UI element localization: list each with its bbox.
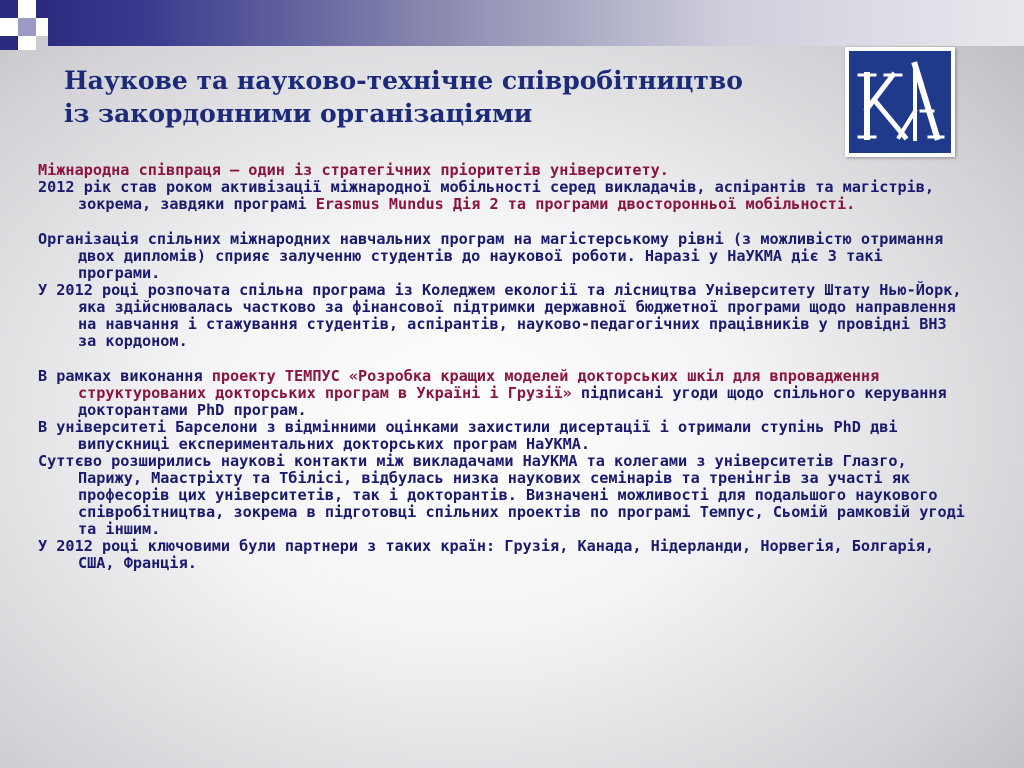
title-line-2: із закордонними організаціями [64,99,533,128]
highlight-erasmus: Erasmus Mundus Дія 2 та програми двосторонньої мобільності. [315,195,856,213]
highlight-tempus: проекту ТЕМПУС «Розробка кращих моделей докторських шкіл для впровадження структурованих докторських програм в Україні і Грузії» [78,367,880,402]
paragraph-text: В рамках виконання [38,367,212,385]
decor-square [0,18,18,36]
paragraph-priority: Міжнародна співпраця – один із стратегічних пріоритетів університету. [38,161,669,179]
paragraph-contacts: Суттєво розширились наукові контакти між викладачами НаУКМА та колегами з університетів Глазго, Парижу, Маастріхту та Тбілісі, відбулась низка наукових семінарів та тренінгів за участі як професорів цих університетів, так і докторантів. Визначені можливості для подальшого наукового співробітництва, зокрема в підготовці спільних проектів по програмі Темпус, Сьомій рамковій угоді та іншим. [38,452,965,538]
slide-body [38,162,968,572]
decor-square [0,36,18,50]
paragraph-barcelona: В університеті Барселони з відмінними оцінками захистили дисертації і отримали ступінь PhD дві випускниці експериментальних докторських програм НаУКМА. [38,418,898,453]
paragraph-mobility [38,179,968,213]
title-line-1: Наукове та науково-технічне співробітництво [64,66,743,95]
decor-square [36,18,48,36]
kma-monogram-icon [849,51,951,153]
page-title [64,64,824,130]
decor-square [0,0,18,18]
decor-square [18,0,36,18]
decor-square [36,0,48,18]
paragraph-joint-programs: Організація спільних міжнародних навчальних програм на магістерському рівні (з можливістю отримання двох дипломів) сприяє залученню студентів до наукової роботи. Наразі у НаУКМА діє 3 такі програми. [38,230,944,282]
university-logo [845,47,955,157]
header-bar [48,0,1024,46]
paragraph-partners: У 2012 році ключовими були партнери з таких країн: Грузія, Канада, Нідерланди, Норвегія, Болгарія, США, Франція. [38,537,935,572]
decor-square [18,36,36,50]
paragraph-text: 2012 рік став роком активізації міжнародної мобільності серед викладачів, аспірантів та магістрів, зокрема, завдяки програмі [38,178,935,213]
decor-square [18,18,36,36]
paragraph-suny: У 2012 році розпочата спільна програма із Коледжем екології та лісництва Університету Штату Нью-Йорк, яка здійснювалась частково за фінансової підтримки державної бюджетної програми щодо направлення на навчання і стажування студентів, аспірантів, науково-педагогічних працівників у провідні ВНЗ за кордоном. [38,281,962,350]
paragraph-tempus [38,368,968,419]
paragraph-text: підписані угоди щодо спільного керування докторантами PhD програм. [78,384,947,419]
